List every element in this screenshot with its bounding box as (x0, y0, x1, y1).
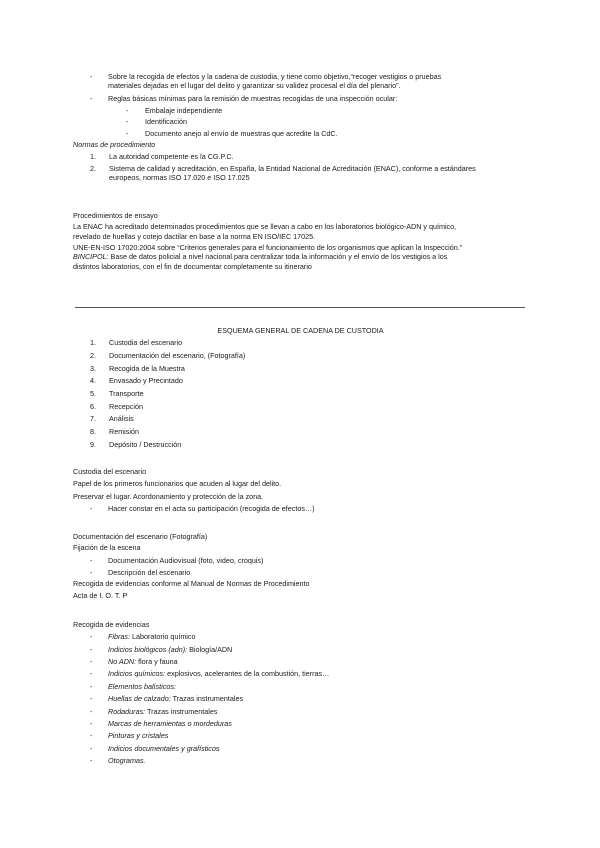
bullet-text-line: Reglas básicas mínimas para la remisión de muestras recogidas de una inspección ocular: (108, 93, 398, 103)
ensayo-section (73, 211, 528, 271)
recogida-item (73, 645, 528, 654)
recogida-item (73, 731, 528, 740)
item-number: 9. (90, 439, 96, 449)
item-number: 7. (90, 414, 96, 424)
item-number: 1. (90, 151, 96, 161)
dash-marker: - (90, 718, 93, 728)
recogida-label: Elementos balísticos: (108, 681, 176, 691)
dash-marker: - (90, 681, 93, 691)
ensayo-paragraph: revelado de huellas y cotejo dactilar en base a la norma EN ISO/IEC 17025. (73, 231, 316, 241)
dash-marker: - (126, 106, 129, 116)
dash-marker: - (126, 128, 129, 138)
documentacion-text: Recogida de evidencias conforme al Manual de Normas de Procedimiento (73, 579, 310, 589)
recogida-list (73, 632, 528, 765)
documentacion-text: Fijación de la escena (73, 543, 141, 553)
dash-marker: - (90, 72, 93, 81)
recogida-label: Otogramas. (108, 755, 146, 765)
esquema-item (73, 440, 528, 449)
ensayo-paragraph: distintos laboratorios, con el fin de documentar completamente su itinerario (73, 261, 312, 271)
dash-marker: - (90, 669, 93, 679)
recogida-item (73, 707, 528, 716)
recogida-rest: explosivos, acelerantes de la combustión, tierras… (165, 669, 330, 679)
recogida-item (73, 719, 528, 728)
normas-text: europeos, normas ISO 17.020 e ISO 17.025 (109, 173, 250, 183)
esquema-item-text: Análisis (109, 414, 134, 424)
sub-bullet-list (73, 106, 528, 138)
dash-marker: - (90, 93, 93, 103)
bullet-text-line: Sobre la recogida de efectos y la cadena de custodia, y tiene como objetivo,“recoger vestigios o pruebas (108, 72, 442, 81)
esquema-item (73, 351, 528, 360)
dash-marker: - (90, 555, 93, 565)
dash-marker: - (90, 657, 93, 667)
documentacion-bullet-text: Descripción del escenario (108, 568, 191, 578)
esquema-item-text: Depósito / Destrucción (109, 439, 182, 449)
recogida-label: Indicios biológicos (adn): (108, 644, 188, 654)
ensayo-paragraph: La ENAC ha acreditado determinados procedimientos que se llevan a cabo en los laboratorios biológico-ADN y químico, (73, 222, 457, 232)
esquema-item-text: Recepción (109, 401, 143, 411)
recogida-label: Indicios químicos: (108, 669, 166, 679)
documentacion-bullet-text: Documentación Audiovisual (foto, video, croquis) (108, 555, 264, 565)
documentacion-bullet (73, 568, 528, 577)
recogida-item (73, 756, 528, 765)
sub-bullet-text: Identificación (145, 117, 187, 127)
dash-marker: - (90, 694, 93, 704)
esquema-item (73, 376, 528, 385)
item-number: 2. (90, 351, 96, 361)
recogida-label: No ADN: (108, 657, 137, 667)
recogida-label: Pinturas y cristales (108, 731, 169, 741)
esquema-item-text: Envasado y Precintado (109, 376, 183, 386)
normas-text: La autoridad competente es la CG.P.C. (109, 151, 234, 161)
item-number: 1. (90, 338, 96, 348)
dash-marker: - (90, 731, 93, 741)
esquema-item (73, 402, 528, 411)
item-number: 8. (90, 426, 96, 436)
recogida-item (73, 744, 528, 753)
recogida-item (73, 694, 528, 703)
esquema-item (73, 414, 528, 423)
recogida-item (73, 682, 528, 691)
recogida-section (73, 620, 528, 765)
top-section (73, 72, 528, 183)
custodia-text: Papel de los primeros funcionarios que acuden al lugar del delito. (73, 479, 282, 489)
recogida-rest: Trazas instrumentales (170, 694, 244, 704)
dash-marker: - (90, 632, 93, 642)
recogida-heading: Recogida de evidencias (73, 620, 150, 629)
dash-marker: - (90, 644, 93, 654)
normas-item (73, 152, 528, 161)
recogida-label: Indicios documentales y grafísticos (108, 743, 220, 753)
ensayo-heading: Procedimientos de ensayo (73, 211, 158, 220)
dash-marker: - (90, 706, 93, 716)
item-number: 2. (90, 163, 96, 173)
dash-marker: - (90, 568, 93, 578)
dash-marker: - (90, 755, 93, 765)
recogida-label: Rodaduras: (108, 706, 146, 716)
dash-marker: - (90, 743, 93, 753)
esquema-list (73, 338, 528, 449)
section-divider (75, 307, 525, 308)
sub-bullet-item (73, 129, 528, 138)
normas-heading: Normas de procedimiento (73, 140, 156, 150)
sub-bullet-item (73, 117, 528, 126)
recogida-rest: Trazas instrumentales (145, 706, 218, 716)
esquema-item (73, 389, 528, 398)
item-number: 4. (90, 376, 96, 386)
recogida-item (73, 657, 528, 666)
esquema-item-text: Remisión (109, 426, 139, 436)
bincipol-text: Base de datos policial a nivel nacional para centralizar toda la información y el envío de los vestigios a los (108, 252, 448, 262)
item-number: 5. (90, 388, 96, 398)
bullet-item (73, 94, 528, 103)
sub-bullet-item (73, 106, 528, 115)
recogida-rest: Laboratorio químico (129, 632, 196, 642)
recogida-label: Marcas de herramientas o mordeduras (108, 718, 232, 728)
esquema-item-text: Documentación del escenario, (Fotografía) (109, 351, 246, 361)
custodia-bullet-text: Hacer constar en el acta su participación (recogida de efectos…) (108, 504, 315, 514)
documentacion-text: Acta de I. O. T. P (73, 590, 128, 600)
bullet-item (73, 72, 528, 91)
esquema-item-text: Custodia del escenario (109, 338, 183, 348)
dash-marker: - (90, 504, 93, 514)
documentacion-heading: Documentación del escenario (Fotografía) (73, 532, 208, 541)
recogida-item (73, 669, 528, 678)
bincipol-label: BINCIPOL: (73, 252, 109, 262)
esquema-item (73, 338, 528, 347)
custodia-section (73, 467, 528, 513)
esquema-item (73, 364, 528, 373)
ensayo-paragraph: UNE-EN-ISO 17020:2004 sobre “Criterios generales para el funcionamiento de los organismos que aplican la Inspección.” (73, 243, 463, 253)
documentacion-section (73, 532, 528, 600)
bullet-text-line: materiales dejadas en el lugar del delito y garantizar su validez procesal el día del plenario”. (108, 81, 401, 91)
custodia-bullet (73, 504, 528, 513)
esquema-title: ESQUEMA GENERAL DE CADENA DE CUSTODIA (217, 326, 384, 335)
item-number: 6. (90, 401, 96, 411)
item-number: 3. (90, 363, 96, 373)
esquema-item-text: Transporte (109, 388, 144, 398)
normas-text: Sistema de calidad y acreditación, en España, la Entidad Nacional de Acreditación (ENAC), conforme a estándares (109, 163, 476, 173)
esquema-section (73, 326, 528, 449)
recogida-item (73, 632, 528, 641)
documentacion-bullet (73, 556, 528, 565)
sub-bullet-text: Embalaje independiente (145, 106, 223, 116)
custodia-text: Preservar el lugar. Acordonamiento y protección de la zona. (73, 491, 264, 501)
recogida-rest: flora y fauna (136, 657, 178, 667)
recogida-rest: Biología/ADN (187, 644, 233, 654)
recogida-label: Huellas de calzado: (108, 694, 171, 704)
ensayo-paragraph (73, 252, 528, 261)
recogida-label: Fibras: (108, 632, 130, 642)
normas-item (73, 164, 528, 183)
dash-marker: - (126, 117, 129, 127)
sub-bullet-text: Documento anejo al envío de muestras que acredite la CdC. (145, 128, 338, 138)
esquema-item (73, 427, 528, 436)
custodia-heading: Custodia del escenario (73, 467, 147, 476)
esquema-item-text: Recogida de la Muestra (109, 363, 185, 373)
